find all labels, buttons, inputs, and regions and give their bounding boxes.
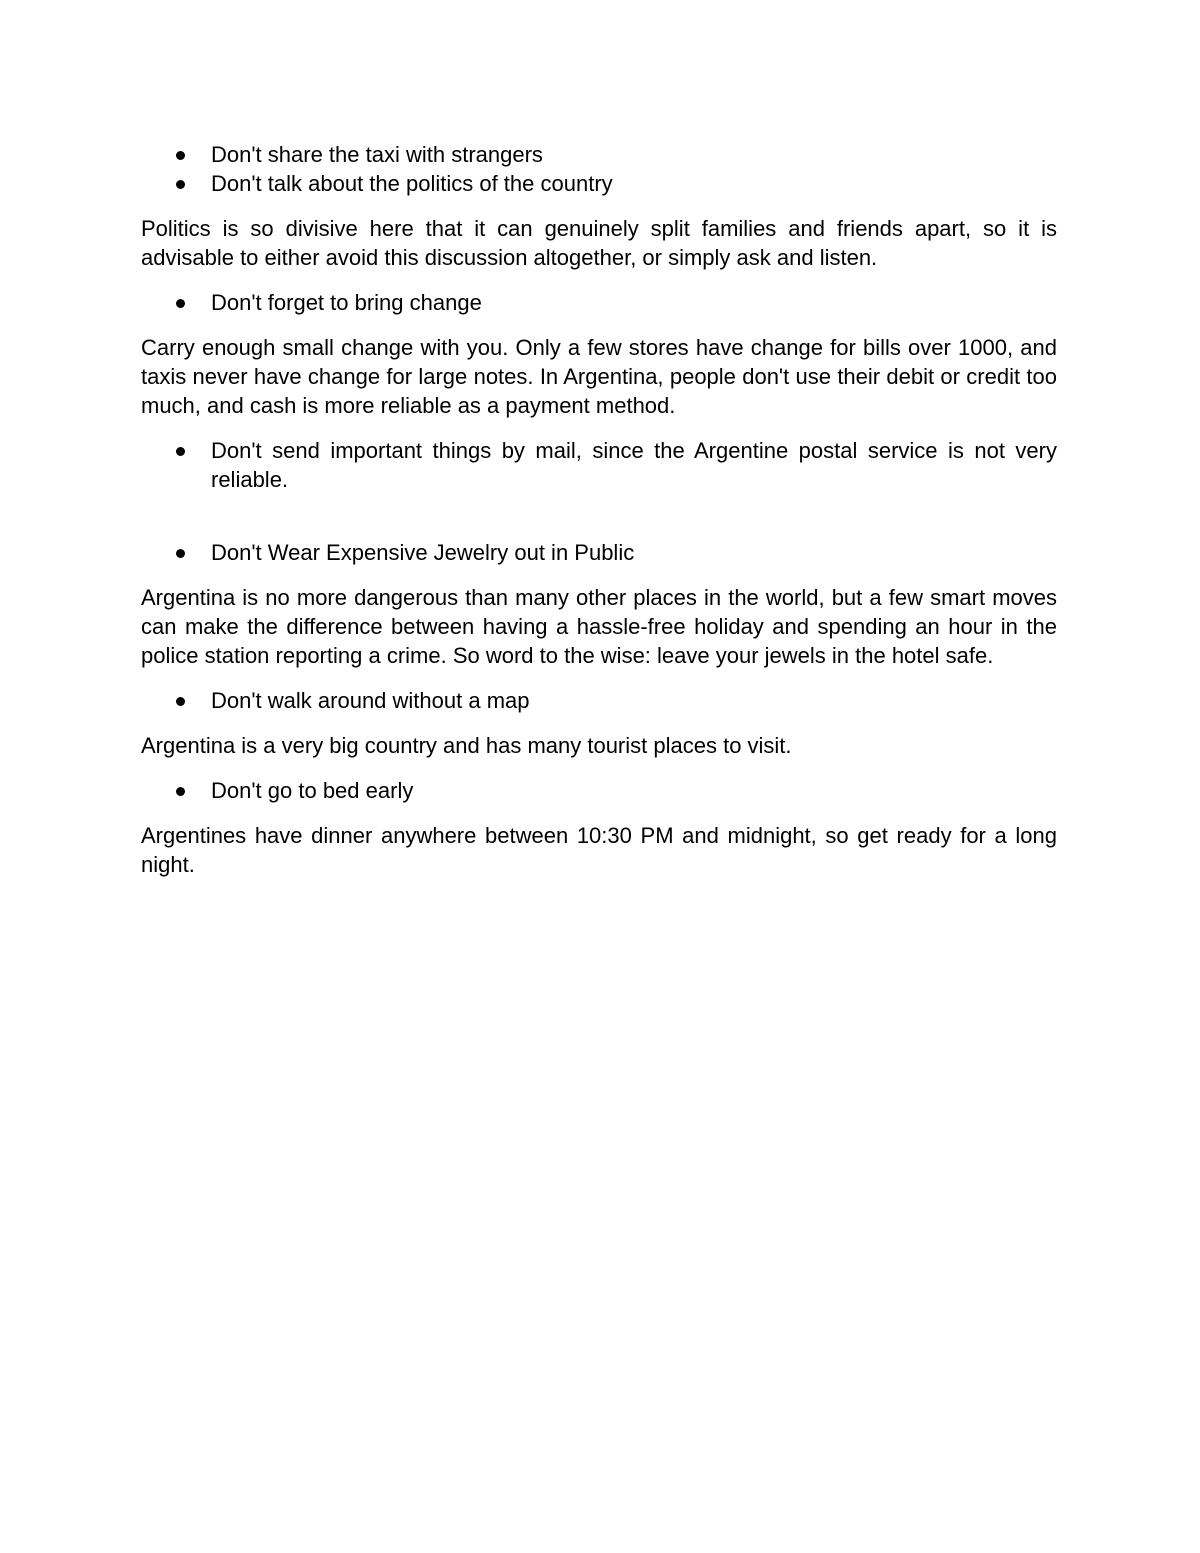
paragraph-change: Carry enough small change with you. Only a few stores have change for bills over 1000, and taxis never have change for large notes. In Argentina, people don't use their debit or credit too much, and cash is more reliable as a payment method. (141, 335, 1057, 418)
bullet-icon (176, 447, 185, 456)
bullet-list-jewelry (141, 538, 1057, 567)
bullet-text: Don't Wear Expensive Jewelry out in Public (211, 540, 635, 565)
bullet-icon (176, 787, 185, 796)
bullet-item-jewelry (141, 538, 1057, 567)
bullet-list-bed (141, 776, 1057, 805)
bullet-list-map (141, 686, 1057, 715)
bullet-item-bed (141, 776, 1057, 805)
bullet-text: Don't go to bed early (211, 778, 414, 803)
paragraph-jewelry: Argentina is no more dangerous than many other places in the world, but a few smart moves can make the difference between having a hassle-free holiday and spending an hour in the police station reporting a crime. So word to the wise: leave your jewels in the hotel safe. (141, 585, 1057, 668)
paragraph-map: Argentina is a very big country and has many tourist places to visit. (141, 733, 792, 758)
bullet-icon (176, 549, 185, 558)
bullet-item-politics (141, 169, 1057, 198)
bullet-icon (176, 180, 185, 189)
bullet-text: Don't forget to bring change (211, 290, 482, 315)
bullet-icon (176, 299, 185, 308)
bullet-item-mail (141, 436, 1057, 494)
bullet-list-change (141, 288, 1057, 317)
bullet-text: Don't share the taxi with strangers (211, 142, 543, 167)
paragraph-dinner: Argentines have dinner anywhere between 10:30 PM and midnight, so get ready for a long night. (141, 823, 1057, 877)
bullet-list-mail (141, 436, 1057, 494)
bullet-list-taxi-politics (141, 140, 1057, 198)
bullet-icon (176, 697, 185, 706)
bullet-item-taxi (141, 140, 1057, 169)
bullet-text: Don't talk about the politics of the country (211, 171, 613, 196)
document-page (141, 140, 1057, 879)
bullet-item-map (141, 686, 1057, 715)
bullet-text: Don't send important things by mail, since the Argentine postal service is not very reliable. (211, 438, 1057, 492)
bullet-item-change (141, 288, 1057, 317)
paragraph-politics: Politics is so divisive here that it can genuinely split families and friends apart, so it is advisable to either avoid this discussion altogether, or simply ask and listen. (141, 216, 1057, 270)
bullet-text: Don't walk around without a map (211, 688, 530, 713)
bullet-icon (176, 151, 185, 160)
